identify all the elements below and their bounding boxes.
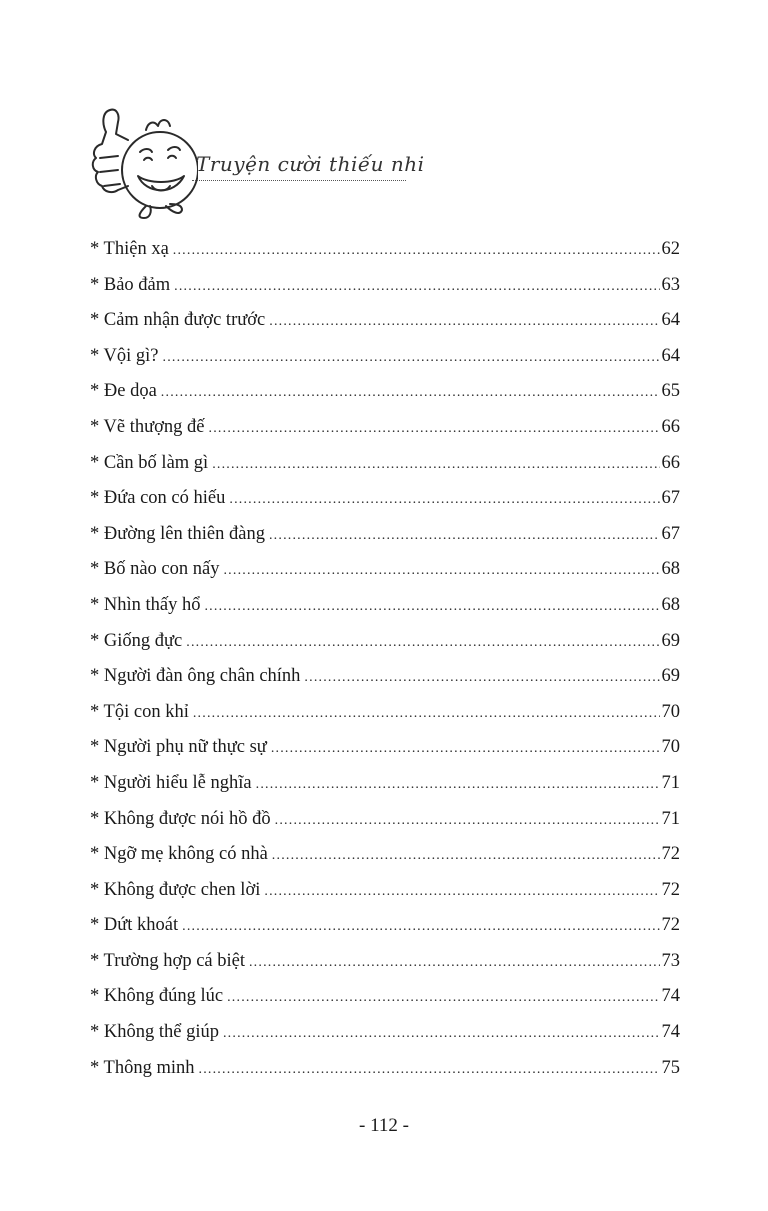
toc-entry-title: * Vẽ thượng đế bbox=[90, 416, 205, 437]
toc-entry-title: * Trường hợp cá biệt bbox=[90, 950, 245, 971]
toc-entry bbox=[90, 979, 680, 1015]
toc-entry-title: * Không được nói hồ đồ bbox=[90, 808, 271, 829]
toc-entry-page: 70 bbox=[661, 737, 680, 758]
toc-entry-title: * Ngỡ mẹ không có nhà bbox=[90, 844, 268, 865]
toc-entry bbox=[90, 517, 680, 553]
dot-leader bbox=[186, 625, 659, 661]
toc-entry-title: * Thiện xạ bbox=[90, 239, 169, 259]
toc-entry bbox=[90, 1051, 680, 1087]
toc-entry bbox=[90, 552, 680, 588]
toc-entry-page: 71 bbox=[661, 772, 680, 793]
toc-entry-title: * Tội con khỉ bbox=[90, 701, 189, 722]
toc-entry-page: 66 bbox=[661, 416, 680, 437]
dot-leader bbox=[227, 980, 659, 1016]
header-rule bbox=[192, 180, 406, 181]
toc-entry bbox=[90, 446, 680, 482]
dot-leader bbox=[269, 304, 659, 340]
toc-entry-page: 64 bbox=[661, 345, 680, 366]
dot-leader bbox=[223, 553, 659, 589]
toc-entry-page: 75 bbox=[661, 1057, 680, 1078]
dot-leader bbox=[193, 696, 660, 732]
toc-entry-page: 64 bbox=[661, 310, 680, 331]
dot-leader bbox=[173, 233, 660, 269]
toc-entry bbox=[90, 766, 680, 802]
dot-leader bbox=[161, 375, 660, 411]
dot-leader bbox=[229, 482, 659, 518]
dot-leader bbox=[212, 447, 659, 483]
page-number: - 112 - bbox=[359, 1115, 409, 1136]
toc-entry-page: 67 bbox=[661, 523, 680, 544]
toc-entry bbox=[90, 410, 680, 446]
toc-entry-page: 67 bbox=[661, 488, 680, 509]
toc-entry-page: 66 bbox=[661, 452, 680, 473]
toc-entry bbox=[90, 374, 680, 410]
toc-entry-title: * Không được chen lời bbox=[90, 879, 261, 900]
toc-entry-page: 74 bbox=[661, 986, 680, 1007]
dot-leader bbox=[256, 767, 660, 803]
toc-entry-page: 72 bbox=[661, 844, 680, 865]
toc-entry bbox=[90, 624, 680, 660]
toc-entry-page: 69 bbox=[661, 630, 680, 651]
dot-leader bbox=[269, 518, 660, 554]
dot-leader bbox=[182, 909, 659, 945]
toc-entry-title: * Cảm nhận được trước bbox=[90, 310, 266, 331]
dot-leader bbox=[304, 660, 659, 696]
toc-entry-title: * Người phụ nữ thực sự bbox=[90, 737, 267, 758]
toc-entry bbox=[90, 481, 680, 517]
toc-entry bbox=[90, 1015, 680, 1051]
toc-entry-page: 70 bbox=[661, 701, 680, 722]
header-title: Truyện cười thiếu nhi bbox=[196, 152, 425, 176]
toc-entry bbox=[90, 232, 680, 268]
toc-entry-page: 65 bbox=[661, 381, 680, 402]
dot-leader bbox=[272, 838, 660, 874]
dot-leader bbox=[264, 874, 659, 910]
toc-entry-title: * Đường lên thiên đàng bbox=[90, 523, 265, 544]
dot-leader bbox=[174, 269, 659, 305]
toc-entry-page: 71 bbox=[661, 808, 680, 829]
toc-entry-title: * Đứa con có hiếu bbox=[90, 488, 226, 509]
dot-leader bbox=[204, 589, 659, 625]
toc-entry-title: * Nhìn thấy hổ bbox=[90, 594, 201, 615]
dot-leader bbox=[271, 731, 660, 767]
toc-entry-title: * Không đúng lúc bbox=[90, 986, 224, 1007]
toc-entry-page: 68 bbox=[661, 559, 680, 580]
toc-entry-title: * Cần bố làm gì bbox=[90, 452, 209, 473]
dot-leader bbox=[199, 1052, 660, 1088]
toc-entry-title: * Bố nào con nấy bbox=[90, 559, 220, 580]
toc-entry-title: * Thông minh bbox=[90, 1057, 195, 1078]
dot-leader bbox=[249, 945, 660, 981]
toc-entry-title: * Người đàn ông chân chính bbox=[90, 666, 301, 687]
toc-entry bbox=[90, 268, 680, 304]
dot-leader bbox=[209, 411, 660, 447]
toc-entry-title: * Dứt khoát bbox=[90, 915, 179, 936]
toc-entry-page: 73 bbox=[661, 950, 680, 971]
toc-entry bbox=[90, 730, 680, 766]
toc-entry bbox=[90, 873, 680, 909]
toc-entry bbox=[90, 802, 680, 838]
toc-entry bbox=[90, 303, 680, 339]
toc-entry bbox=[90, 837, 680, 873]
toc-entry-page: 68 bbox=[661, 594, 680, 615]
toc-entry bbox=[90, 944, 680, 980]
toc-entry bbox=[90, 659, 680, 695]
toc-entry-page: 69 bbox=[661, 666, 680, 687]
toc-entry-title: * Vội gì? bbox=[90, 345, 159, 366]
toc-entry-page: 72 bbox=[661, 879, 680, 900]
toc-entry-title: * Đe dọa bbox=[90, 381, 157, 402]
toc-entry-title: * Không thể giúp bbox=[90, 1022, 219, 1043]
toc-entry bbox=[90, 908, 680, 944]
toc-entry-title: * Người hiểu lễ nghĩa bbox=[90, 772, 252, 793]
toc-entry-page: 74 bbox=[661, 1022, 680, 1043]
toc-entry-page: 72 bbox=[661, 915, 680, 936]
toc-entry bbox=[90, 588, 680, 624]
toc-entry-page: 62 bbox=[661, 239, 680, 259]
toc-entry-title: * Bảo đảm bbox=[90, 274, 171, 295]
thumbs-up-smiley-icon bbox=[88, 100, 198, 225]
table-of-contents bbox=[90, 232, 680, 1086]
toc-entry-title: * Giống đực bbox=[90, 630, 183, 651]
toc-entry-page: 63 bbox=[661, 274, 680, 295]
dot-leader bbox=[163, 340, 660, 376]
toc-entry bbox=[90, 695, 680, 731]
dot-leader bbox=[223, 1016, 660, 1052]
running-header bbox=[88, 100, 425, 225]
dot-leader bbox=[275, 803, 660, 839]
toc-entry bbox=[90, 339, 680, 375]
